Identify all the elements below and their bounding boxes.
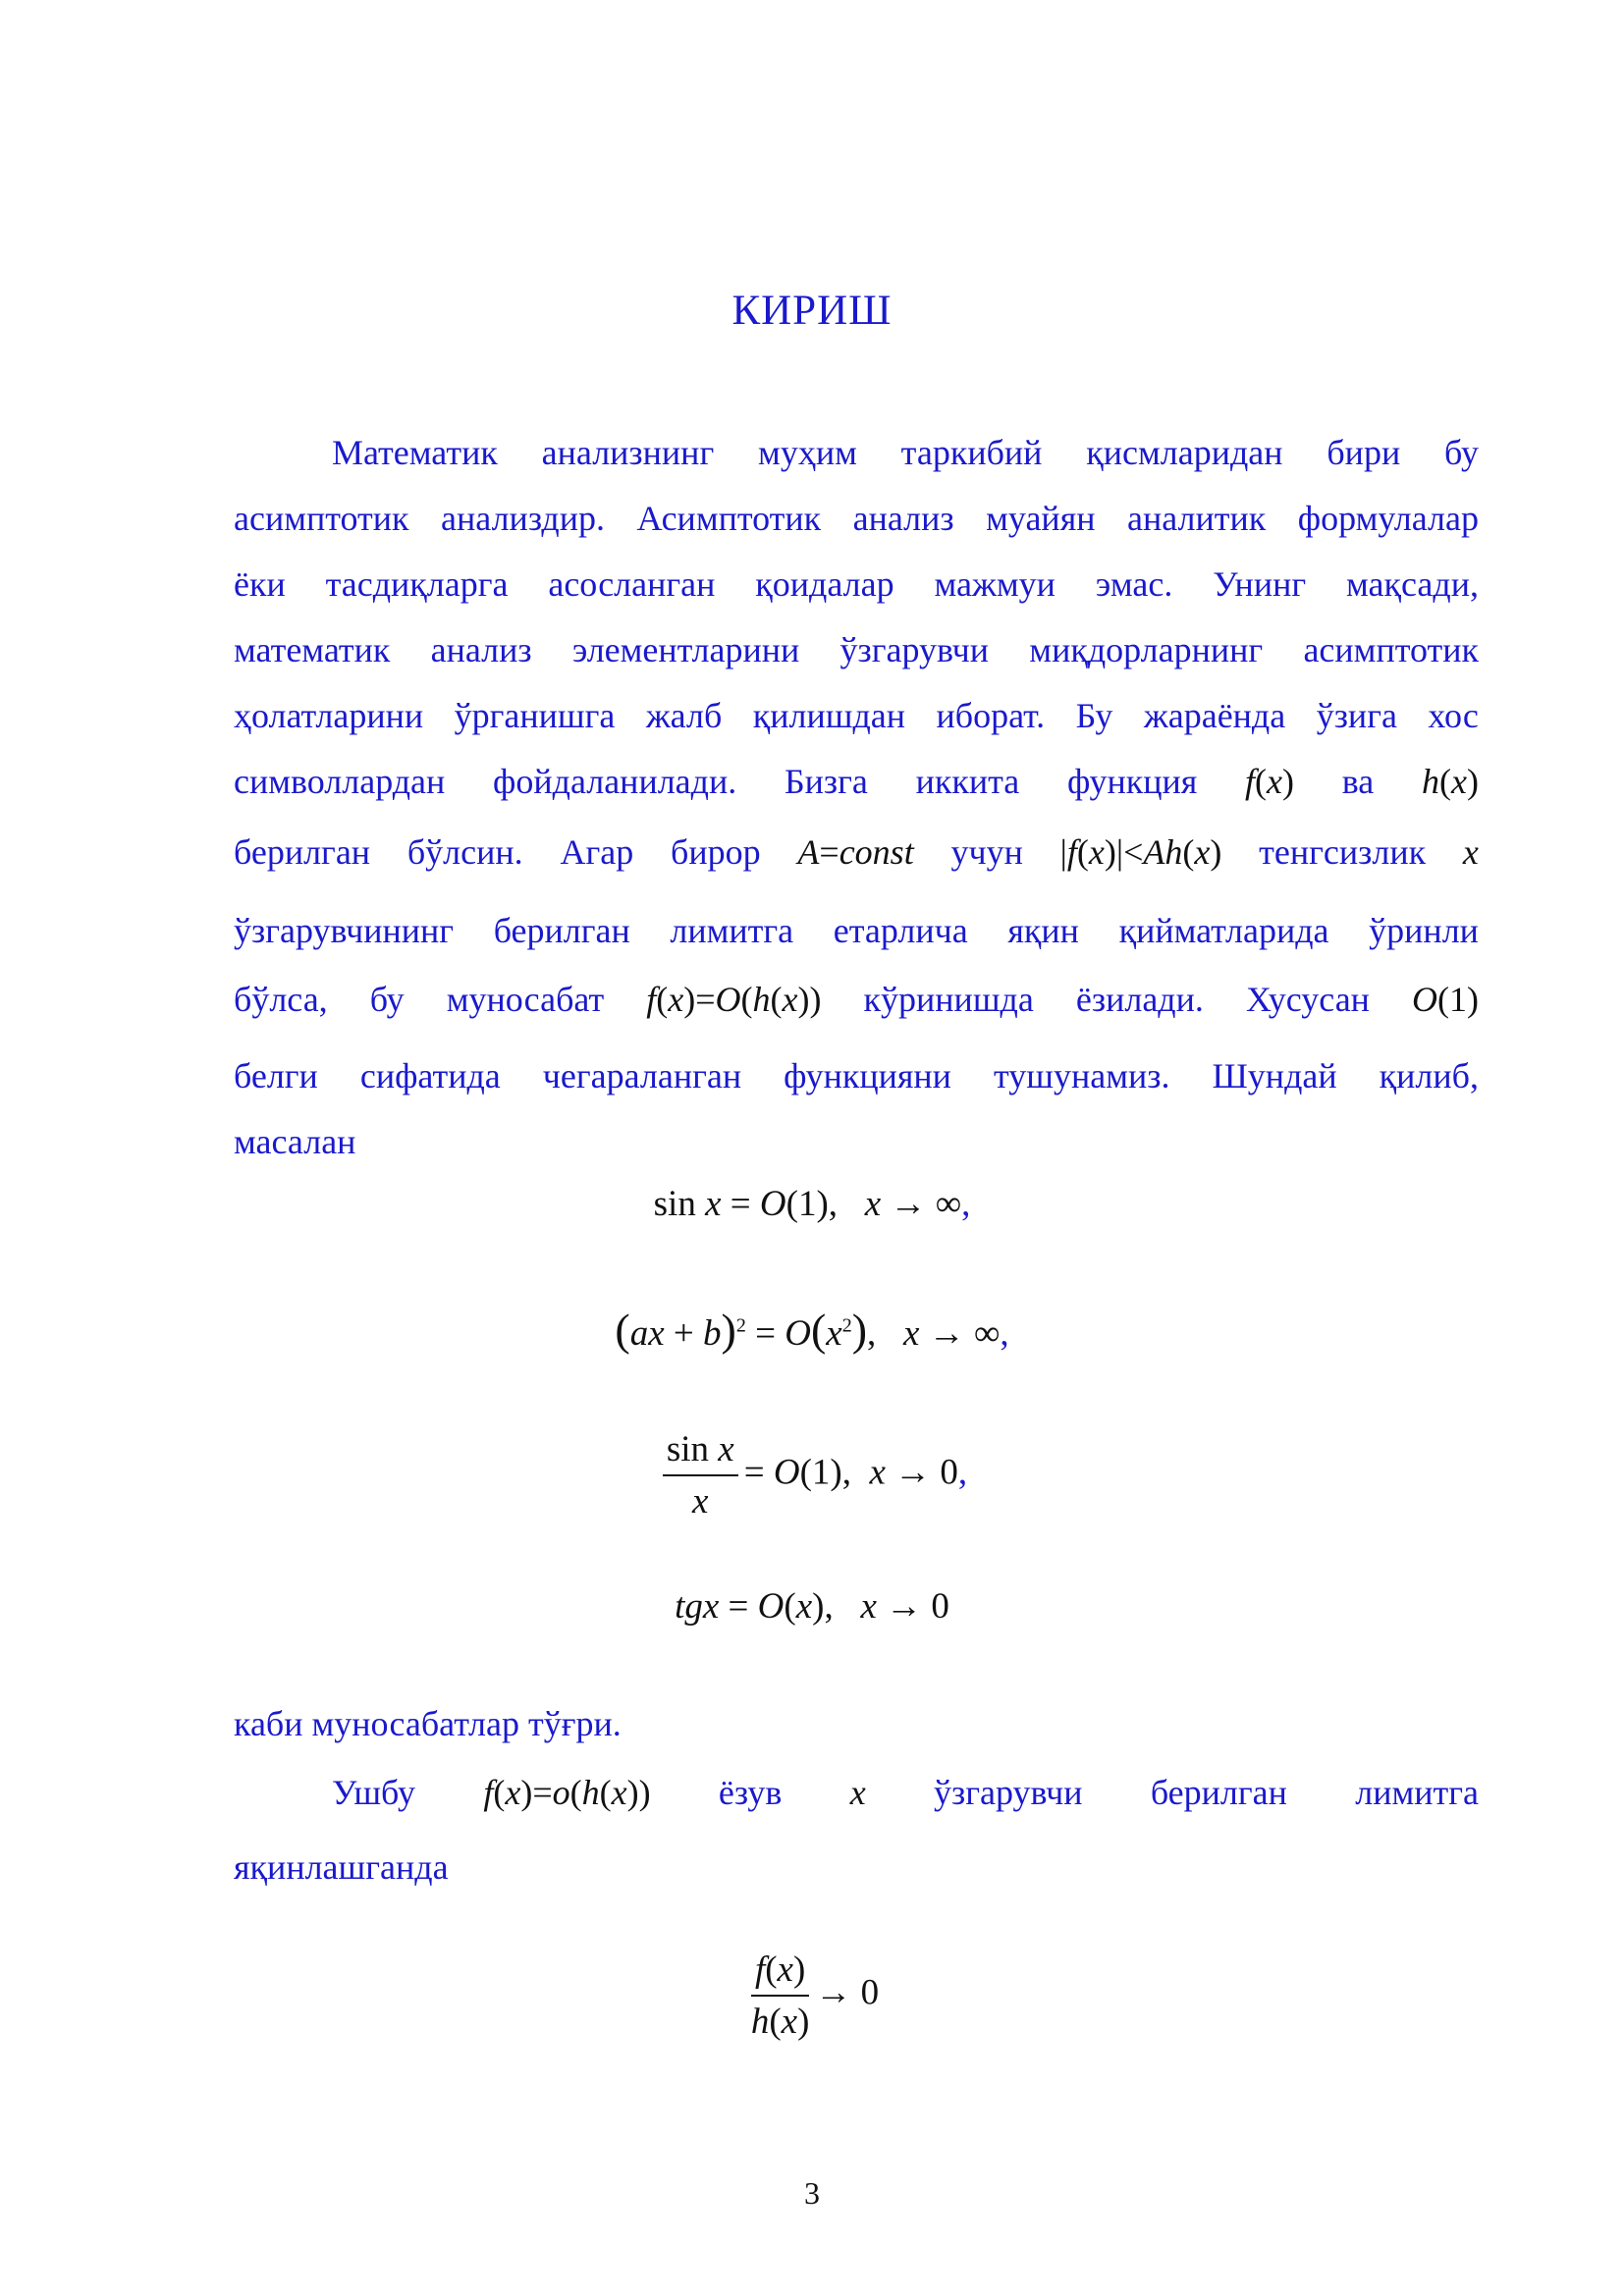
math-a-const: A=const bbox=[797, 832, 914, 872]
word: Бу bbox=[1075, 696, 1113, 735]
word: яқинлашганда bbox=[234, 1847, 449, 1887]
word: асосланган bbox=[548, 564, 716, 604]
word: иборат. bbox=[936, 696, 1046, 735]
word: символлардан bbox=[234, 762, 446, 801]
para-line bbox=[234, 629, 1479, 695]
para-line bbox=[234, 910, 1479, 979]
word: муайян bbox=[986, 499, 1096, 538]
word: қоидалар bbox=[755, 564, 894, 604]
word: қилишдан bbox=[752, 696, 906, 735]
para-line bbox=[234, 432, 1479, 498]
word: жараёнда bbox=[1143, 696, 1286, 735]
word: белги bbox=[234, 1056, 318, 1095]
page-title: КИРИШ bbox=[731, 288, 893, 334]
word: мақсади, bbox=[1345, 564, 1479, 604]
word: лимитга bbox=[1355, 1773, 1479, 1812]
word: ўзгарувчи bbox=[839, 630, 990, 669]
word: ҳолатларини bbox=[234, 696, 424, 735]
para-line bbox=[234, 979, 1479, 1055]
word: функцияни bbox=[784, 1056, 951, 1095]
word: ёки bbox=[234, 564, 286, 604]
word: анализ bbox=[852, 499, 954, 538]
word: Агар bbox=[560, 832, 634, 872]
word: анализнинг bbox=[541, 433, 715, 472]
word: яқин bbox=[1007, 911, 1079, 950]
equation-ratio-limit: $\frac{f(x)}{h(x)}$ → 0 bbox=[750, 1949, 880, 2042]
equation-sin-x: sin x = O(1), x → ∞, bbox=[653, 1184, 971, 1224]
equation-tgx: tgx = O(x), x → 0 bbox=[675, 1586, 949, 1627]
word: бу bbox=[1444, 433, 1479, 472]
word: математик bbox=[234, 630, 391, 669]
word: таркибий bbox=[900, 433, 1043, 472]
word: асимптотик bbox=[1303, 630, 1479, 669]
math-inequality: |f(x)|<Ah(x) bbox=[1059, 832, 1222, 872]
word: ўрганишга bbox=[454, 696, 616, 735]
word: Шундай bbox=[1212, 1056, 1337, 1095]
word: ёзилади. bbox=[1075, 980, 1204, 1019]
word: учун bbox=[950, 832, 1023, 872]
word: элементларини bbox=[571, 630, 800, 669]
word: хос bbox=[1428, 696, 1479, 735]
word: тасдиқларга bbox=[325, 564, 509, 604]
math-h-of-x: h(x) bbox=[1422, 762, 1479, 801]
word: Унинг bbox=[1213, 564, 1307, 604]
math-big-o-one: O(1) bbox=[1411, 980, 1479, 1019]
equation-ax-plus-b: $(ax + b)^2 = O(x^2)$, x → ∞, bbox=[615, 1305, 1009, 1355]
word: қийматларида bbox=[1118, 911, 1329, 950]
word: эмас. bbox=[1095, 564, 1173, 604]
word: ўринли bbox=[1369, 911, 1479, 950]
word: бўлса, bbox=[234, 980, 328, 1019]
para-line bbox=[234, 1703, 1479, 1772]
math-x: x bbox=[1462, 832, 1479, 872]
word: анализдир. bbox=[441, 499, 605, 538]
sentence: каби муносабатлар тўғри. bbox=[234, 1704, 622, 1743]
word: функция bbox=[1067, 762, 1198, 801]
word: бири bbox=[1326, 433, 1401, 472]
word: бу bbox=[369, 980, 405, 1019]
equation-sin-over-x: $\frac{\text{sin x}}{x}$ = O(1), x → 0, bbox=[0, 1428, 1624, 1522]
para-line bbox=[234, 761, 1479, 831]
para-line bbox=[234, 1772, 1479, 1846]
fraction: $\frac{f(x)}{h(x)}$ bbox=[750, 1949, 810, 2042]
math-f-eq-little-o: f(x)=o(h(x)) bbox=[483, 1773, 651, 1812]
word: ва bbox=[1341, 762, 1375, 801]
word: муносабат bbox=[446, 980, 605, 1019]
math-f-of-x: f(x) bbox=[1245, 762, 1295, 801]
word: Математик bbox=[332, 433, 498, 472]
para-line bbox=[234, 1846, 1479, 1912]
para-line bbox=[234, 563, 1479, 629]
word: қисмларидан bbox=[1086, 433, 1283, 472]
page-number: 3 bbox=[804, 2175, 820, 2211]
word: формулалар bbox=[1297, 499, 1479, 538]
math-f-eq-big-o: f(x)=O(h(x)) bbox=[646, 980, 822, 1019]
word: фойдаланилади. bbox=[493, 762, 737, 801]
word: берилган bbox=[1150, 1773, 1287, 1812]
word: бирор bbox=[671, 832, 761, 872]
word: Асимптотик bbox=[636, 499, 822, 538]
word: тенгсизлик bbox=[1259, 832, 1427, 872]
word: мажмуи bbox=[934, 564, 1056, 604]
para-line bbox=[234, 1055, 1479, 1121]
paragraph-intro bbox=[234, 432, 1479, 1187]
word: тушунамиз. bbox=[993, 1056, 1170, 1095]
word: анализ bbox=[430, 630, 532, 669]
word: лимитга bbox=[670, 911, 794, 950]
word: жалб bbox=[645, 696, 723, 735]
word: Хусусан bbox=[1245, 980, 1370, 1019]
word: ўзига bbox=[1316, 696, 1397, 735]
word: берилган bbox=[234, 832, 371, 872]
word: сифатида bbox=[359, 1056, 501, 1095]
para-line bbox=[234, 831, 1479, 910]
word: иккита bbox=[915, 762, 1020, 801]
word: Ушбу bbox=[332, 1773, 415, 1812]
para-line bbox=[234, 498, 1479, 563]
para-line bbox=[234, 695, 1479, 761]
fraction: $\frac{\text{sin x}}{x}$ bbox=[663, 1428, 738, 1522]
word: бўлсин. bbox=[406, 832, 523, 872]
word: масалан bbox=[234, 1122, 356, 1161]
word: муҳим bbox=[758, 433, 857, 472]
word: ёзув bbox=[718, 1773, 783, 1812]
word: ўзгарувчининг bbox=[234, 911, 455, 950]
word: берилган bbox=[493, 911, 630, 950]
para-line bbox=[234, 1121, 1479, 1187]
math-x: x bbox=[849, 1773, 866, 1812]
word: ўзгарувчи bbox=[934, 1773, 1083, 1812]
word: асимптотик bbox=[234, 499, 409, 538]
word: чегараланган bbox=[542, 1056, 742, 1095]
word: Бизга bbox=[784, 762, 868, 801]
word: қилиб, bbox=[1379, 1056, 1479, 1095]
paragraph-after-examples bbox=[234, 1703, 1479, 1912]
word: аналитик bbox=[1127, 499, 1267, 538]
word: етарлича bbox=[833, 911, 968, 950]
word: миқдорларнинг bbox=[1029, 630, 1264, 669]
word: кўринишда bbox=[863, 980, 1034, 1019]
